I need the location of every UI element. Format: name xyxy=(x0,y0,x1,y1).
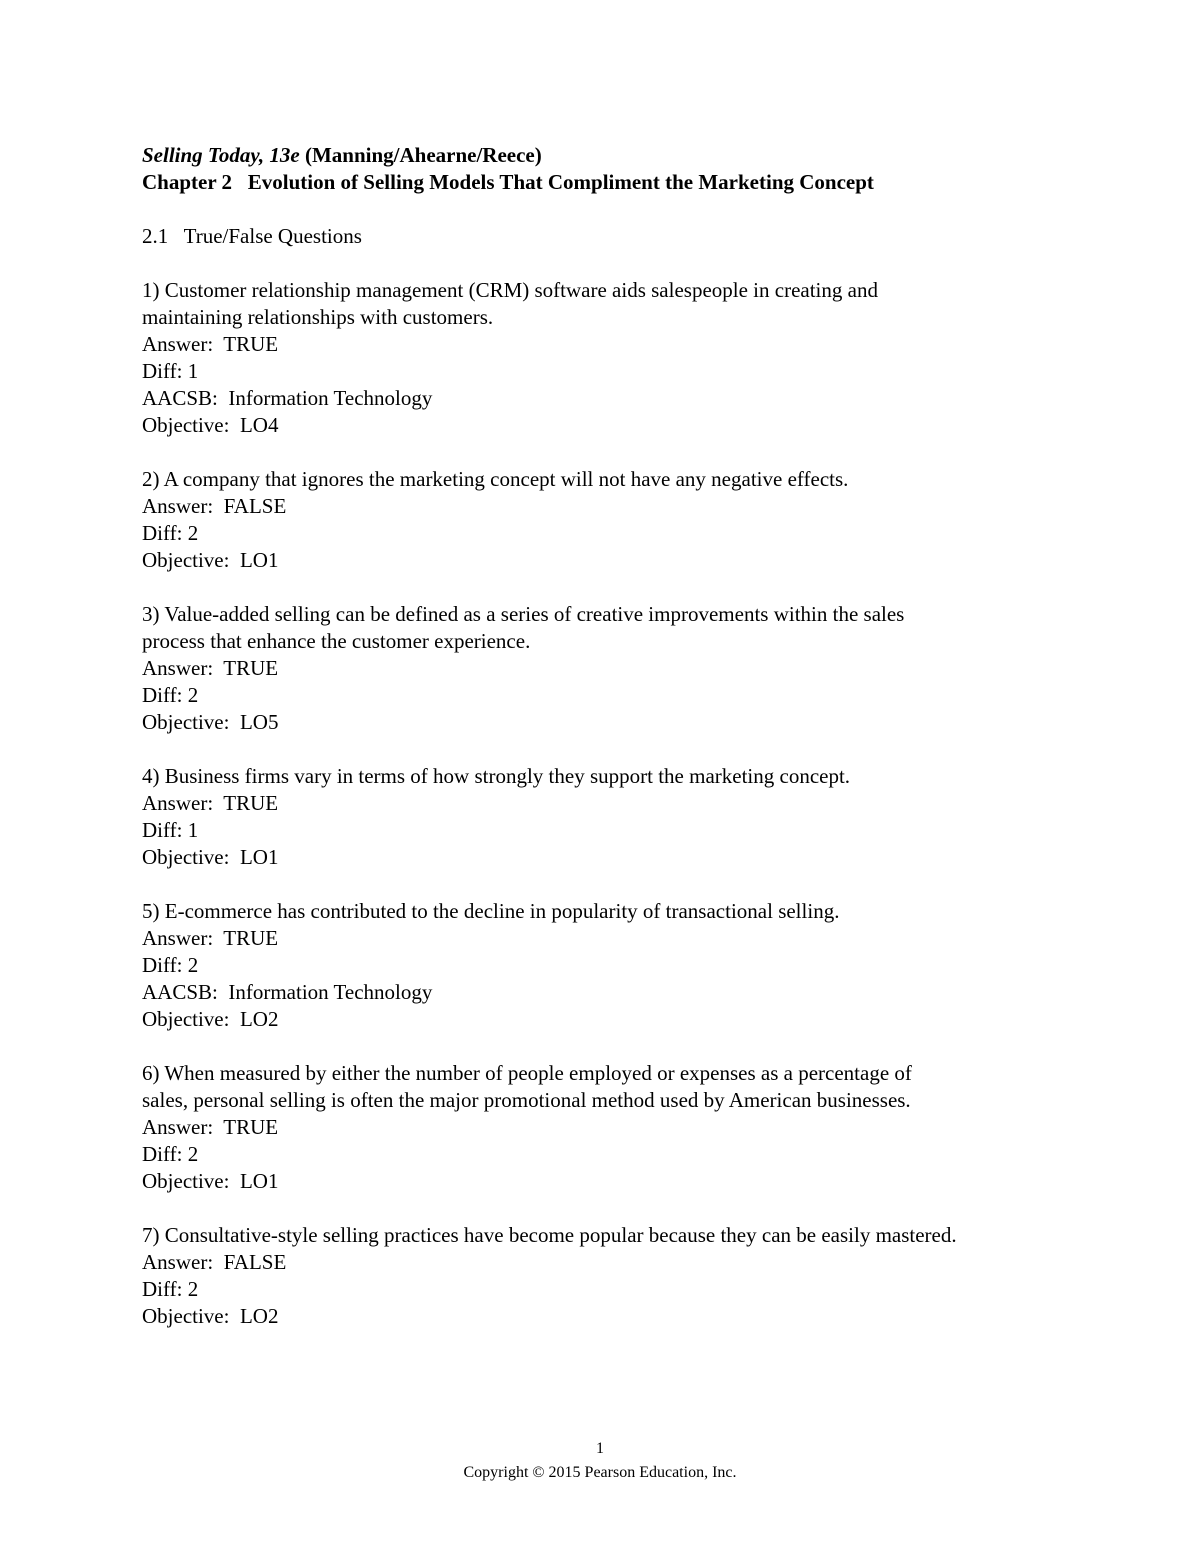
question-item xyxy=(142,763,1102,871)
question-diff: Diff: 2 xyxy=(142,683,199,707)
question-text-line: 4) Business firms vary in terms of how strongly they support the marketing concept. xyxy=(142,764,851,788)
question-diff: Diff: 2 xyxy=(142,953,199,977)
question-item xyxy=(142,1060,1102,1195)
spacer xyxy=(142,250,1102,277)
spacer xyxy=(142,196,1102,223)
question-answer: Answer: TRUE xyxy=(142,791,279,815)
question-text-line: 6) When measured by either the number of people employed or expenses as a percentage of xyxy=(142,1061,912,1085)
question-objective: Objective: LO4 xyxy=(142,413,279,437)
copyright-notice: Copyright © 2015 Pearson Education, Inc. xyxy=(463,1464,737,1481)
question-answer: Answer: TRUE xyxy=(142,926,279,950)
question-aacsb: AACSB: Information Technology xyxy=(142,386,433,410)
question-objective: Objective: LO1 xyxy=(142,1169,279,1193)
question-text-line: 5) E-commerce has contributed to the decline in popularity of transactional selling. xyxy=(142,899,840,923)
question-item xyxy=(142,466,1102,574)
page-number: 1 xyxy=(596,1440,604,1457)
question-diff: Diff: 2 xyxy=(142,521,199,545)
section-heading: 2.1 True/False Questions xyxy=(142,224,362,248)
question-diff: Diff: 2 xyxy=(142,1277,199,1301)
question-objective: Objective: LO2 xyxy=(142,1007,279,1031)
question-text-line: 1) Customer relationship management (CRM) software aids salespeople in creating and xyxy=(142,278,878,302)
question-diff: Diff: 1 xyxy=(142,359,199,383)
question-answer: Answer: FALSE xyxy=(142,1250,287,1274)
question-list xyxy=(142,277,1102,1330)
question-item xyxy=(142,277,1102,439)
question-objective: Objective: LO1 xyxy=(142,548,279,572)
page-content xyxy=(142,142,1102,1357)
question-objective: Objective: LO1 xyxy=(142,845,279,869)
question-answer: Answer: TRUE xyxy=(142,656,279,680)
question-aacsb: AACSB: Information Technology xyxy=(142,980,433,1004)
question-text-line: process that enhance the customer experience. xyxy=(142,629,531,653)
book-title-line xyxy=(142,142,1102,169)
question-answer: Answer: TRUE xyxy=(142,332,279,356)
question-text-line: 2) A company that ignores the marketing concept will not have any negative effects. xyxy=(142,467,849,491)
chapter-title: Chapter 2 Evolution of Selling Models That Compliment the Marketing Concept xyxy=(142,170,874,194)
question-objective: Objective: LO2 xyxy=(142,1304,279,1328)
question-answer: Answer: TRUE xyxy=(142,1115,279,1139)
book-authors: (Manning/Ahearne/Reece) xyxy=(304,143,542,167)
book-title: Selling Today, 13e xyxy=(142,143,300,167)
question-item xyxy=(142,898,1102,1033)
question-text-line: maintaining relationships with customers. xyxy=(142,305,494,329)
question-diff: Diff: 2 xyxy=(142,1142,199,1166)
question-item xyxy=(142,1222,1102,1330)
question-item xyxy=(142,601,1102,736)
question-diff: Diff: 1 xyxy=(142,818,199,842)
question-text-line: 7) Consultative-style selling practices have become popular because they can be easily mastered. xyxy=(142,1223,957,1247)
question-text-line: 3) Value-added selling can be defined as a series of creative improvements within the sales xyxy=(142,602,905,626)
question-text-line: sales, personal selling is often the major promotional method used by American businesses. xyxy=(142,1088,911,1112)
question-answer: Answer: FALSE xyxy=(142,494,287,518)
question-objective: Objective: LO5 xyxy=(142,710,279,734)
